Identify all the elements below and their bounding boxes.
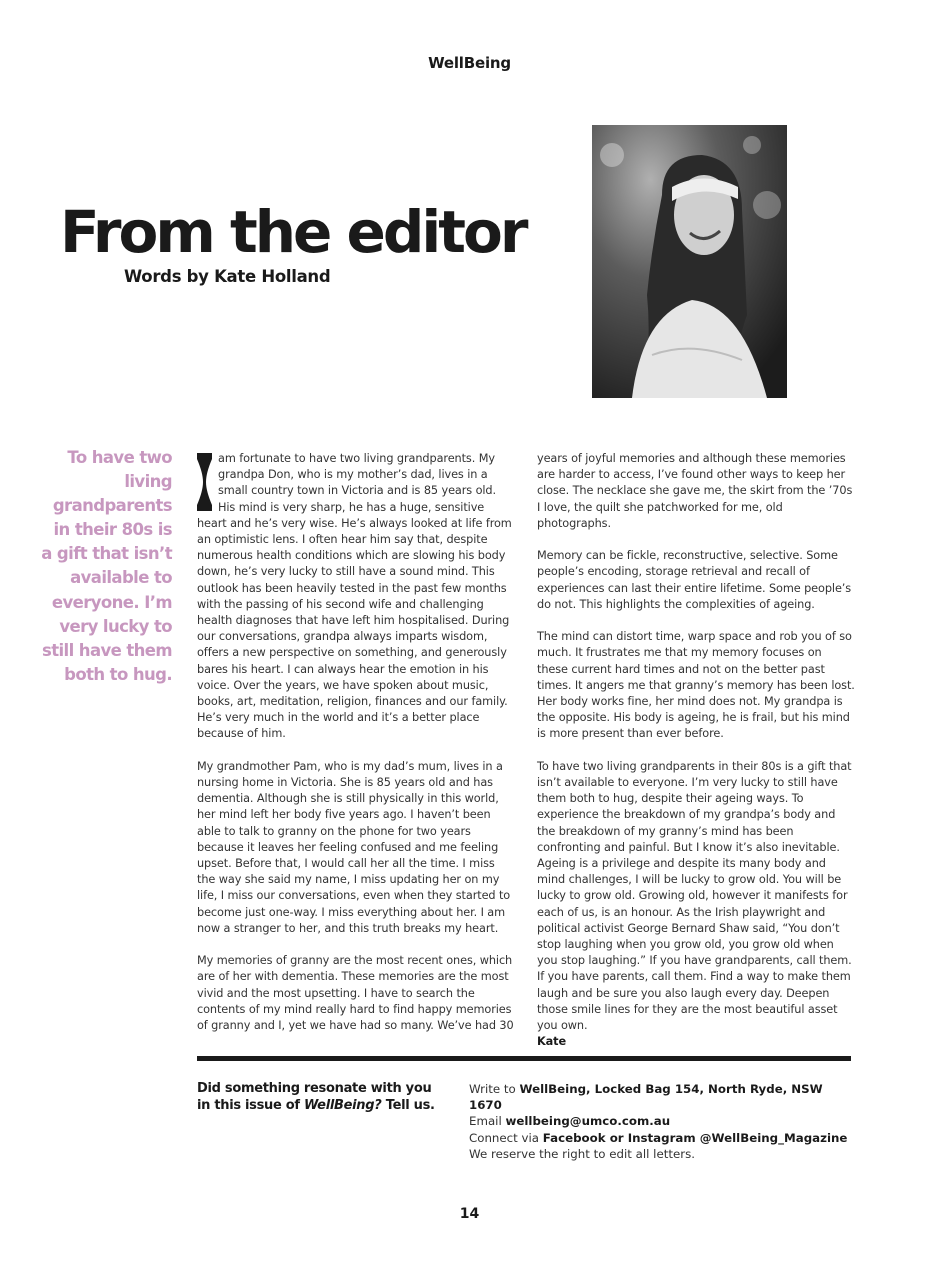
email-link[interactable]: wellbeing@umco.com.au [505, 1114, 671, 1129]
editing-disclaimer: We reserve the right to edit all letters. [469, 1146, 695, 1161]
paragraph: years of joyful memories and although these memories are harder to access, I’ve found other ways to keep her close. The necklace she gave me, the skirt from the ’70s I love, the quilt she patchworked for me, old photographs. [537, 452, 853, 530]
contact-info [469, 1081, 859, 1162]
paragraph: The mind can distort time, warp space and rob you of so much. It frustrates me that my memory focuses on these current hard times and not on the better past times. It angers me that granny’s memory has been lost. Her body works fine, her mind does not. My grandpa is the opposite. His body is ageing, he is frail, but his mind is more present than ever before. [537, 630, 855, 741]
contact-email: Email wellbeing@umco.com.au [469, 1114, 671, 1129]
paragraph: My grandmother Pam, who is my dad’s mum, lives in a nursing home in Victoria. She is 85 years old and has dementia. Although she is still physically in this world, her mind left her body five years ago. I haven’t been able to talk to granny on the phone for two years because it leaves her feeling confused and me feeling upset. Before that, I would call her all the time. I miss the way she said my name, I miss updating her on my life, I miss our conversations, even when they started to become just one-way. I miss everything about her. I am now a stranger to her, and this truth breaks my heart. [197, 759, 511, 935]
byline: Words by Kate Holland [124, 267, 331, 286]
callout-magazine-name: WellBeing? [303, 1098, 382, 1113]
article-column-2 [537, 451, 855, 1050]
paragraph: To have two living grandparents in their 80s is a gift that isn’t available to everyone. I’m very lucky to still have them both to hug, despite their ageing ways. To experience the breakdown of my grandpa’s body and the breakdown of my granny’s mind has been confronting and painful. But I know it’s also inevitable. Ageing is a privilege and despite its many body and mind challenges, I will be lucky to grow old. You will be lucky to grow old. Growing old, however it manifests for each of us, is an honour. As the Irish playwright and political activist George Bernard Shaw said, “You don’t stop laughing when you grow old, you grow old when you stop laughing.” If you have grandparents, call them. If you have parents, call them. Find a way to make them laugh and be sure you also laugh every day. Deepen those smile lines for they are the most beautiful asset you own. [537, 759, 852, 1033]
contact-write: Write to WellBeing, Locked Bag 154, North Ryde, NSW 1670 [469, 1082, 823, 1113]
paragraph-text: am fortunate to have two living grandparents. My grandpa Don, who is my mother’s dad, lives in a small country town in Victoria and is 85 years old. His mind is very sharp, he has a huge, sensitive heart and he’s very wise. He’s always looked at life from an optimistic lens. I often hear him say that, despite numerous health conditions which are slowing his body down, he’s very lucky to still have a sound mind. This outlook has been heavily tested in the past few months with the passing of his second wife and challenging health diagnoses that have left him hospitalised. During our conversations, grandpa always imparts wisdom, offers a new perspective on something, and generously bares his heart. I can always hear the emotion in his voice. Over the years, we have spoken about music, books, art, meditation, religion, finances and our family. He’s very much in the world and it’s a better place because of him. [197, 452, 512, 741]
callout-tail: Tell us. [381, 1098, 435, 1113]
editor-photo [592, 125, 787, 398]
editor-portrait-image [592, 125, 787, 398]
social-link[interactable]: Facebook or Instagram @WellBeing_Magazine [542, 1130, 848, 1145]
contact-social: Connect via Facebook or Instagram @WellBeing_Magazine [469, 1130, 848, 1145]
page-title: From the editor [60, 198, 526, 266]
pull-quote: To have two living grandparents in their 80s is a gift that isn’t available to everyone. I’m very lucky to still have them both to hug. [41, 448, 172, 684]
paragraph [197, 451, 515, 743]
feedback-callout [197, 1080, 437, 1114]
drop-cap-letter-i [197, 453, 212, 511]
callout-text: Did something resonate with you in this issue of [197, 1081, 432, 1113]
postal-address: WellBeing, Locked Bag 154, North Ryde, NSW 1670 [469, 1082, 823, 1113]
article-column-1 [197, 451, 515, 1050]
paragraph: Memory can be fickle, reconstructive, selective. Some people’s encoding, storage retrieval and recall of experiences can last their entire lifetime. Some people’s do not. This highlights the complexities of ageing. [537, 549, 852, 611]
page-number: 14 [459, 1206, 480, 1222]
signature: Kate [537, 1035, 567, 1049]
divider [197, 1056, 851, 1061]
magazine-brand: WellBeing [428, 54, 511, 72]
paragraph: My memories of granny are the most recent ones, which are of her with dementia. These memories are the most vivid and the most upsetting. I have to search the contents of my mind really hard to find happy memories of granny and I, yet we have had so many. We’ve had 30 [197, 954, 514, 1033]
